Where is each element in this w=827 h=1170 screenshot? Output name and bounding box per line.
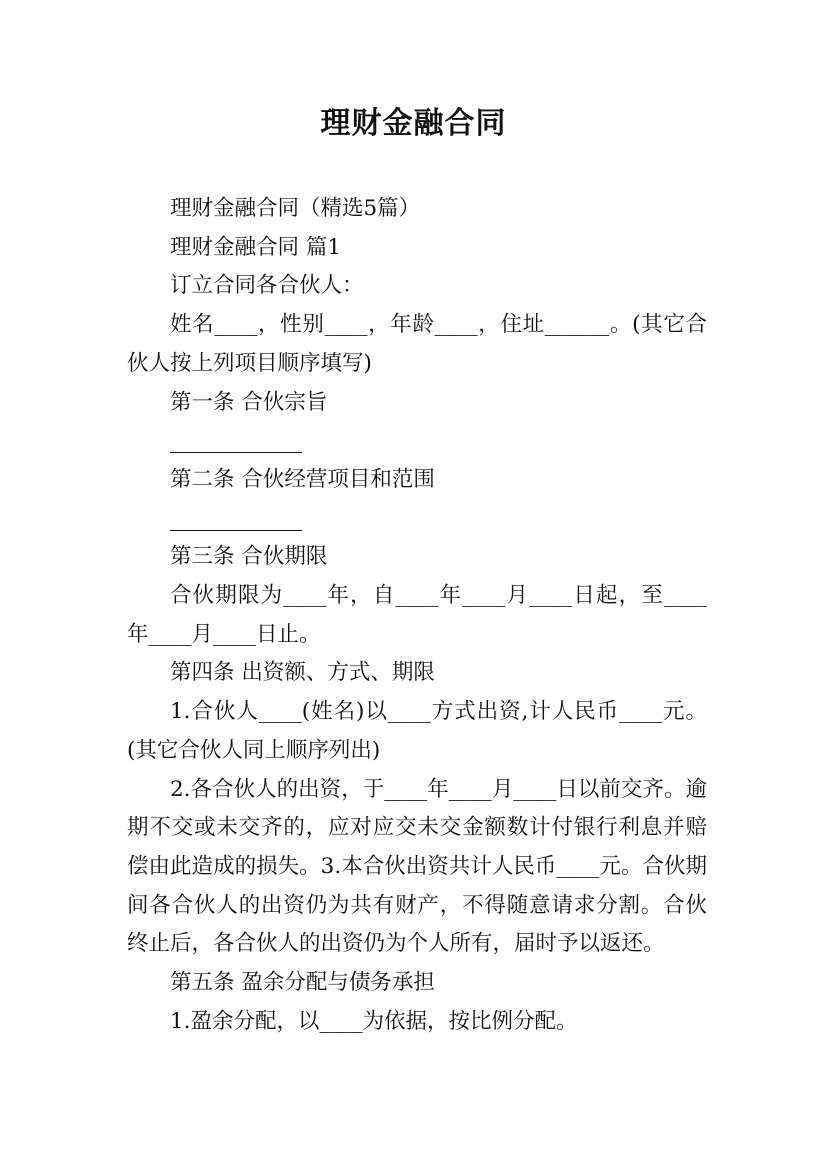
article-3-heading: 第三条 合伙期限 xyxy=(170,544,328,570)
paragraph-parties-intro: 订立合同各合伙人： xyxy=(170,273,364,299)
article-3-text: 合伙期限为____年，自____年____月____日起，至____年____月____日止。 xyxy=(127,583,707,647)
article-1-blank xyxy=(127,422,707,461)
paragraph-section-heading: 理财金融合同 篇1 xyxy=(170,234,342,260)
document-title: 理财金融合同 xyxy=(320,106,507,141)
article-2-blank xyxy=(127,500,707,539)
paragraph-subtitle: 理财金融合同（精选5篇） xyxy=(170,196,421,221)
article-5-heading: 第五条 盈余分配与债务承担 xyxy=(170,970,435,996)
article-5-item-1: 1.盈余分配，以____为依据，按比例分配。 xyxy=(170,1008,578,1034)
article-4-heading: 第四条 出资额、方式、期限 xyxy=(170,660,435,686)
article-4-item-2: 2.各合伙人的出资，于____年____月____日以前交齐。逾期不交或未交齐的，应对应交未交金额数计付银行利息并赔偿由此造成的损失。3.本合伙出资共计人民币____元。合伙期间各合伙人的出资仍为共有财产，不得随意请求分割。合伙终止后，各合伙人的出资仍为个人所有，届时予以返还。 xyxy=(127,776,707,957)
article-1-heading: 第一条 合伙宗旨 xyxy=(170,389,328,415)
blank-underline xyxy=(170,452,302,453)
article-2-heading: 第二条 合伙经营项目和范围 xyxy=(170,466,435,492)
article-4-item-1: 1.合伙人____(姓名)以____方式出资,计人民币____元。(其它合伙人同上顺序列出) xyxy=(127,699,707,763)
paragraph-party-info: 姓名____，性别____，年龄____，住址______。(其它合伙人按上列项目顺序填写) xyxy=(127,312,707,376)
blank-underline xyxy=(170,530,302,531)
document-body xyxy=(127,190,707,1041)
